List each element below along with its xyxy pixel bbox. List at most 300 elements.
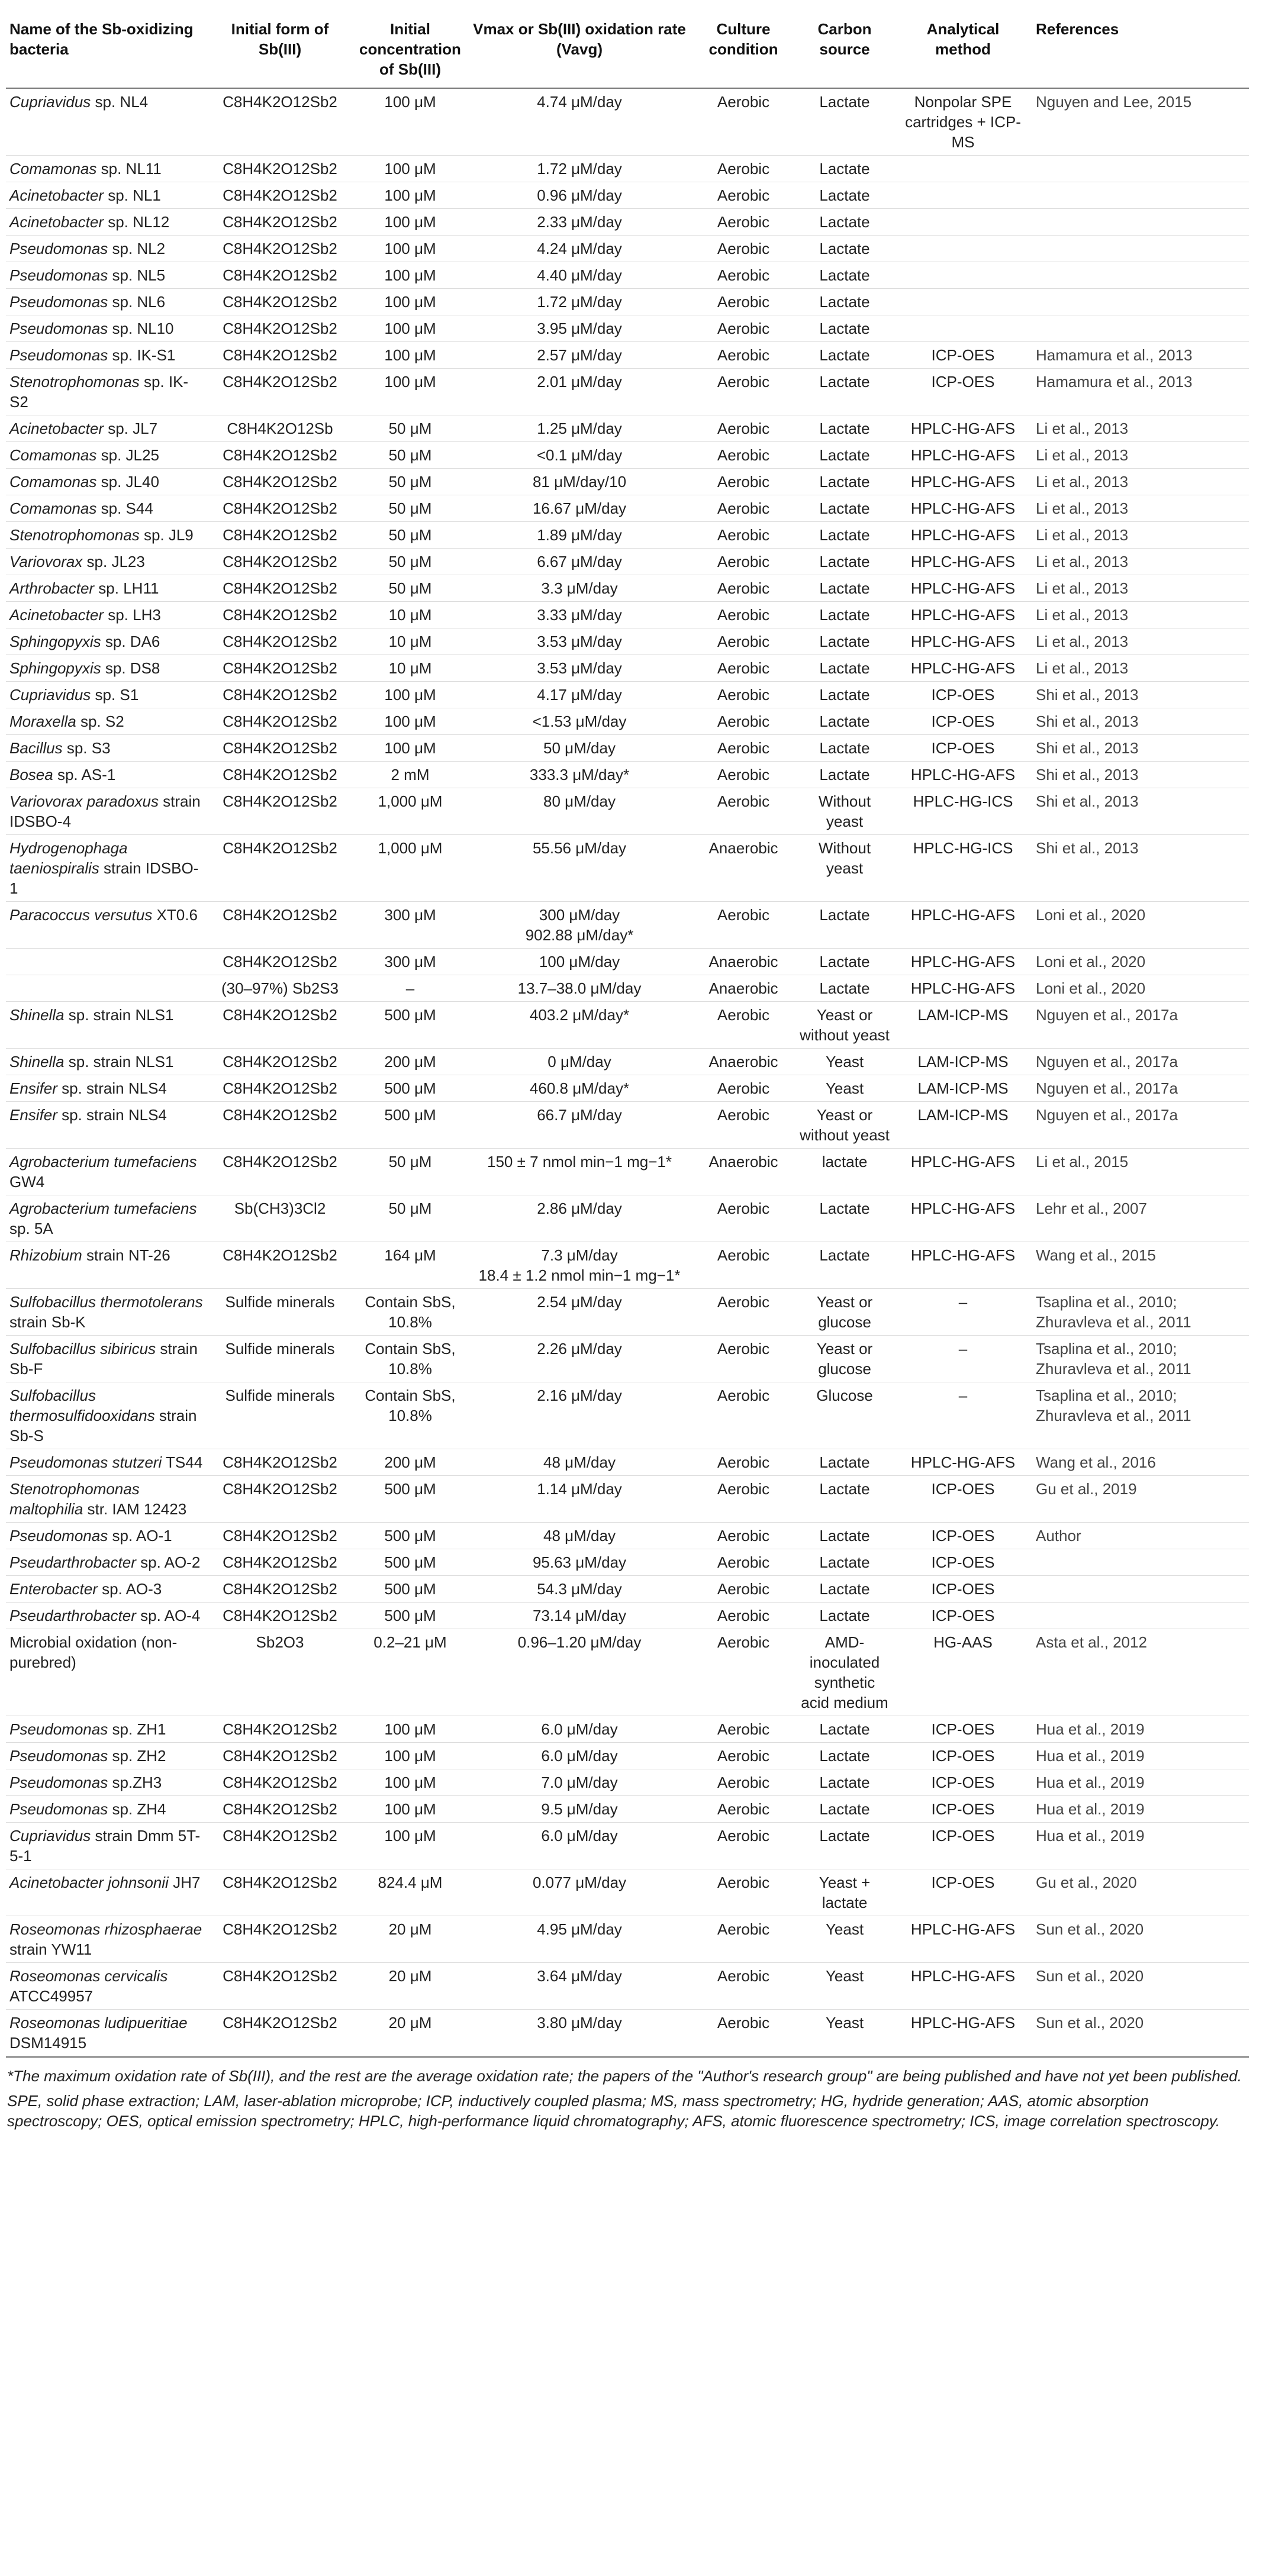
analytical-method-cell: ICP-OES bbox=[894, 1796, 1032, 1823]
bacteria-genus: Shinella bbox=[9, 1006, 65, 1024]
bacteria-name-cell bbox=[6, 1149, 207, 1195]
culture-condition-cell: Anaerobic bbox=[691, 949, 795, 975]
oxidation-rate-cell: 66.7 μM/day bbox=[468, 1102, 691, 1149]
bacteria-name-cell bbox=[6, 1823, 207, 1869]
bacteria-genus: Pseudomonas bbox=[9, 293, 108, 311]
culture-condition-cell: Aerobic bbox=[691, 708, 795, 735]
bacteria-strain: sp. S1 bbox=[91, 686, 139, 704]
carbon-source-cell: Lactate bbox=[795, 655, 894, 682]
bacteria-name-cell bbox=[6, 735, 207, 762]
oxidation-rate-cell: 95.63 μM/day bbox=[468, 1549, 691, 1576]
header-initial-form: Initial form of Sb(III) bbox=[207, 8, 353, 88]
carbon-source-cell: Lactate bbox=[795, 902, 894, 949]
bacteria-name-cell bbox=[6, 262, 207, 289]
reference-cell: Nguyen et al., 2017a bbox=[1032, 1049, 1249, 1075]
initial-form-cell: C8H4K2O12Sb2 bbox=[207, 835, 353, 902]
reference-cell: Hamamura et al., 2013 bbox=[1032, 342, 1249, 369]
analytical-method-cell: ICP-OES bbox=[894, 1716, 1032, 1743]
table-row bbox=[6, 1716, 1249, 1743]
initial-concentration-cell: 10 μM bbox=[353, 655, 468, 682]
bacteria-name-cell bbox=[6, 1869, 207, 1916]
bacteria-strain: sp. NL10 bbox=[108, 320, 174, 337]
initial-concentration-cell: 50 μM bbox=[353, 495, 468, 522]
bacteria-name-cell bbox=[6, 1382, 207, 1449]
oxidation-rate-cell: 7.0 μM/day bbox=[468, 1769, 691, 1796]
header-row bbox=[6, 8, 1249, 88]
initial-concentration-cell: 100 μM bbox=[353, 209, 468, 236]
bacteria-name-cell bbox=[6, 1195, 207, 1242]
table-row bbox=[6, 88, 1249, 156]
initial-form-cell: C8H4K2O12Sb2 bbox=[207, 1449, 353, 1476]
bacteria-name-cell bbox=[6, 1916, 207, 1963]
bacteria-strain: strain NT-26 bbox=[82, 1246, 170, 1264]
culture-condition-cell: Aerobic bbox=[691, 1716, 795, 1743]
table-row bbox=[6, 949, 1249, 975]
analytical-method-cell: ICP-OES bbox=[894, 1476, 1032, 1523]
culture-condition-cell: Aerobic bbox=[691, 88, 795, 156]
table-row bbox=[6, 236, 1249, 262]
initial-form-cell: C8H4K2O12Sb2 bbox=[207, 1523, 353, 1549]
initial-concentration-cell: 824.4 μM bbox=[353, 1869, 468, 1916]
reference-cell: Loni et al., 2020 bbox=[1032, 949, 1249, 975]
bacteria-strain: sp. strain NLS4 bbox=[57, 1079, 167, 1097]
reference-cell: Loni et al., 2020 bbox=[1032, 902, 1249, 949]
bacteria-name-cell bbox=[6, 1769, 207, 1796]
table-row bbox=[6, 1382, 1249, 1449]
initial-form-cell: C8H4K2O12Sb2 bbox=[207, 156, 353, 182]
oxidation-rate-cell: 4.24 μM/day bbox=[468, 236, 691, 262]
table-row bbox=[6, 1195, 1249, 1242]
bacteria-genus: Pseudarthrobacter bbox=[9, 1553, 136, 1571]
bacteria-strain: DSM14915 bbox=[9, 2034, 87, 2052]
carbon-source-cell: Lactate bbox=[795, 1549, 894, 1576]
reference-cell: Shi et al., 2013 bbox=[1032, 762, 1249, 788]
oxidation-rate-cell: 2.01 μM/day bbox=[468, 369, 691, 415]
bacteria-genus: Roseomonas rhizosphaerae bbox=[9, 1920, 202, 1938]
analytical-method-cell: LAM-ICP-MS bbox=[894, 1075, 1032, 1102]
bacteria-strain: sp. S44 bbox=[96, 499, 153, 517]
reference-cell bbox=[1032, 1603, 1249, 1629]
initial-concentration-cell: 50 μM bbox=[353, 549, 468, 575]
oxidation-rate-cell: 2.57 μM/day bbox=[468, 342, 691, 369]
reference-cell: Hua et al., 2019 bbox=[1032, 1716, 1249, 1743]
bacteria-name-cell bbox=[6, 1002, 207, 1049]
reference-cell: Sun et al., 2020 bbox=[1032, 1916, 1249, 1963]
bacteria-strain: sp. AO-4 bbox=[136, 1607, 201, 1624]
analytical-method-cell: ICP-OES bbox=[894, 1549, 1032, 1576]
reference-cell: Nguyen and Lee, 2015 bbox=[1032, 88, 1249, 156]
culture-condition-cell: Aerobic bbox=[691, 522, 795, 549]
culture-condition-cell: Aerobic bbox=[691, 602, 795, 628]
bacteria-name-cell bbox=[6, 1242, 207, 1289]
bacteria-name-cell bbox=[6, 469, 207, 495]
bacteria-genus: Ensifer bbox=[9, 1079, 57, 1097]
oxidation-rate-cell: 3.95 μM/day bbox=[468, 315, 691, 342]
initial-concentration-cell: 100 μM bbox=[353, 1769, 468, 1796]
bacteria-name-cell bbox=[6, 1743, 207, 1769]
bacteria-strain: sp. IK-S1 bbox=[108, 346, 176, 364]
table-row bbox=[6, 788, 1249, 835]
carbon-source-cell: Yeast + lactate bbox=[795, 1869, 894, 1916]
bacteria-genus: Shinella bbox=[9, 1053, 65, 1071]
oxidation-rate-cell: 13.7–38.0 μM/day bbox=[468, 975, 691, 1002]
oxidation-rate-cell: 0 μM/day bbox=[468, 1049, 691, 1075]
bacteria-strain: sp. JL40 bbox=[96, 473, 159, 491]
reference-cell bbox=[1032, 262, 1249, 289]
initial-concentration-cell: 50 μM bbox=[353, 1195, 468, 1242]
bacteria-genus: Pseudomonas bbox=[9, 266, 108, 284]
analytical-method-cell: ICP-OES bbox=[894, 369, 1032, 415]
bacteria-strain: strain IDSBO-4 bbox=[9, 792, 201, 830]
bacteria-name-cell bbox=[6, 315, 207, 342]
bacteria-genus: Variovorax bbox=[9, 553, 83, 570]
bacteria-strain: sp. AO-1 bbox=[108, 1527, 172, 1545]
analytical-method-cell bbox=[894, 262, 1032, 289]
bacteria-genus: Pseudomonas bbox=[9, 1747, 108, 1765]
bacteria-genus: Bacillus bbox=[9, 739, 63, 757]
bacteria-strain: sp. AO-3 bbox=[97, 1580, 162, 1598]
bacteria-strain: sp. NL2 bbox=[108, 240, 166, 257]
bacteria-genus: Moraxella bbox=[9, 712, 76, 730]
initial-form-cell: C8H4K2O12Sb2 bbox=[207, 708, 353, 735]
bacteria-genus: Acinetobacter bbox=[9, 420, 104, 437]
table-row bbox=[6, 156, 1249, 182]
carbon-source-cell: Yeast bbox=[795, 1049, 894, 1075]
initial-concentration-cell: 100 μM bbox=[353, 236, 468, 262]
bacteria-name-cell bbox=[6, 495, 207, 522]
initial-concentration-cell: 50 μM bbox=[353, 1149, 468, 1195]
bacteria-name-cell bbox=[6, 88, 207, 156]
initial-concentration-cell: 50 μM bbox=[353, 575, 468, 602]
bacteria-name-cell bbox=[6, 1476, 207, 1523]
carbon-source-cell: Lactate bbox=[795, 708, 894, 735]
bacteria-strain: sp. LH11 bbox=[94, 579, 159, 597]
culture-condition-cell: Aerobic bbox=[691, 1449, 795, 1476]
bacteria-genus: Pseudomonas bbox=[9, 320, 108, 337]
initial-concentration-cell: Contain SbS, 10.8% bbox=[353, 1382, 468, 1449]
analytical-method-cell: LAM-ICP-MS bbox=[894, 1049, 1032, 1075]
initial-concentration-cell: 100 μM bbox=[353, 342, 468, 369]
oxidation-rate-cell: 3.53 μM/day bbox=[468, 628, 691, 655]
bacteria-genus: Comamonas bbox=[9, 473, 97, 491]
table-row bbox=[6, 469, 1249, 495]
initial-form-cell: C8H4K2O12Sb2 bbox=[207, 262, 353, 289]
table-body bbox=[6, 88, 1249, 2056]
table-row bbox=[6, 315, 1249, 342]
bacteria-strain: XT0.6 bbox=[152, 906, 198, 924]
initial-concentration-cell: 300 μM bbox=[353, 949, 468, 975]
reference-cell: Li et al., 2013 bbox=[1032, 415, 1249, 442]
reference-cell: Li et al., 2013 bbox=[1032, 495, 1249, 522]
initial-form-cell: C8H4K2O12Sb2 bbox=[207, 289, 353, 315]
culture-condition-cell: Aerobic bbox=[691, 1549, 795, 1576]
bacteria-strain: sp. DS8 bbox=[101, 659, 160, 677]
bacteria-genus: Acinetobacter bbox=[9, 606, 104, 624]
bacteria-name-cell bbox=[6, 788, 207, 835]
table-row bbox=[6, 182, 1249, 209]
table-row bbox=[6, 1289, 1249, 1336]
reference-cell: Wang et al., 2015 bbox=[1032, 1242, 1249, 1289]
analytical-method-cell: HG-AAS bbox=[894, 1629, 1032, 1716]
culture-condition-cell: Aerobic bbox=[691, 549, 795, 575]
oxidation-rate-cell: 4.74 μM/day bbox=[468, 88, 691, 156]
reference-cell: Tsaplina et al., 2010; Zhuravleva et al., 2011 bbox=[1032, 1382, 1249, 1449]
carbon-source-cell: Lactate bbox=[795, 735, 894, 762]
bacteria-genus: Hydrogenophaga taeniospiralis bbox=[9, 839, 128, 877]
bacteria-name-cell bbox=[6, 442, 207, 469]
carbon-source-cell: Lactate bbox=[795, 1769, 894, 1796]
header-bacteria-name: Name of the Sb-oxidizing bacteria bbox=[6, 8, 207, 88]
analytical-method-cell: – bbox=[894, 1336, 1032, 1382]
oxidation-rate-cell: 48 μM/day bbox=[468, 1523, 691, 1549]
table-row bbox=[6, 415, 1249, 442]
oxidation-rate-cell: 6.0 μM/day bbox=[468, 1743, 691, 1769]
table-row bbox=[6, 549, 1249, 575]
analytical-method-cell: HPLC-HG-AFS bbox=[894, 1449, 1032, 1476]
initial-form-cell: C8H4K2O12Sb2 bbox=[207, 1549, 353, 1576]
carbon-source-cell: Lactate bbox=[795, 1195, 894, 1242]
bacteria-name-cell bbox=[6, 1629, 207, 1716]
bacteria-genus: Pseudomonas bbox=[9, 1720, 108, 1738]
culture-condition-cell: Aerobic bbox=[691, 1289, 795, 1336]
bacteria-genus: Cupriavidus bbox=[9, 686, 91, 704]
carbon-source-cell: Yeast bbox=[795, 2010, 894, 2056]
culture-condition-cell: Aerobic bbox=[691, 1102, 795, 1149]
oxidation-rate-cell: 300 μM/day 902.88 μM/day* bbox=[468, 902, 691, 949]
oxidation-rate-cell: 4.17 μM/day bbox=[468, 682, 691, 708]
carbon-source-cell: Lactate bbox=[795, 975, 894, 1002]
initial-form-cell: C8H4K2O12Sb2 bbox=[207, 342, 353, 369]
initial-form-cell: C8H4K2O12Sb2 bbox=[207, 949, 353, 975]
reference-cell bbox=[1032, 156, 1249, 182]
analytical-method-cell: HPLC-HG-AFS bbox=[894, 975, 1032, 1002]
sb-oxidizing-bacteria-table bbox=[6, 8, 1249, 2056]
bacteria-genus: Acinetobacter johnsonii bbox=[9, 1874, 169, 1891]
reference-cell: Hua et al., 2019 bbox=[1032, 1769, 1249, 1796]
initial-concentration-cell: 500 μM bbox=[353, 1102, 468, 1149]
bacteria-strain: strain Sb-K bbox=[9, 1313, 86, 1331]
table-row bbox=[6, 1049, 1249, 1075]
initial-form-cell: C8H4K2O12Sb2 bbox=[207, 628, 353, 655]
bacteria-name-cell bbox=[6, 289, 207, 315]
initial-form-cell: C8H4K2O12Sb2 bbox=[207, 1576, 353, 1603]
carbon-source-cell: Without yeast bbox=[795, 788, 894, 835]
reference-cell: Sun et al., 2020 bbox=[1032, 1963, 1249, 2010]
bacteria-strain: sp. ZH4 bbox=[108, 1800, 166, 1818]
oxidation-rate-cell: 0.96 μM/day bbox=[468, 182, 691, 209]
reference-cell: Hua et al., 2019 bbox=[1032, 1823, 1249, 1869]
bacteria-name-cell bbox=[6, 2010, 207, 2056]
bacteria-strain: strain Sb-F bbox=[9, 1340, 198, 1378]
culture-condition-cell: Aerobic bbox=[691, 575, 795, 602]
carbon-source-cell: Yeast or without yeast bbox=[795, 1002, 894, 1049]
analytical-method-cell bbox=[894, 156, 1032, 182]
bacteria-name-cell bbox=[6, 522, 207, 549]
bacteria-strain: Microbial oxidation (non-purebred) bbox=[9, 1633, 178, 1671]
table-row bbox=[6, 1336, 1249, 1382]
bacteria-genus: Roseomonas cervicalis bbox=[9, 1967, 168, 1985]
bacteria-strain: JH7 bbox=[168, 1874, 201, 1891]
analytical-method-cell: HPLC-HG-AFS bbox=[894, 602, 1032, 628]
initial-concentration-cell: 1,000 μM bbox=[353, 788, 468, 835]
reference-cell bbox=[1032, 1549, 1249, 1576]
analytical-method-cell: HPLC-HG-AFS bbox=[894, 442, 1032, 469]
bacteria-strain: strain IDSBO-1 bbox=[9, 859, 199, 897]
reference-cell: Shi et al., 2013 bbox=[1032, 735, 1249, 762]
analytical-method-cell: HPLC-HG-AFS bbox=[894, 575, 1032, 602]
carbon-source-cell: Lactate bbox=[795, 762, 894, 788]
carbon-source-cell: Lactate bbox=[795, 1523, 894, 1549]
bacteria-genus: Cupriavidus bbox=[9, 1827, 91, 1845]
analytical-method-cell bbox=[894, 209, 1032, 236]
carbon-source-cell: Yeast bbox=[795, 1916, 894, 1963]
table-row bbox=[6, 902, 1249, 949]
initial-form-cell: C8H4K2O12Sb2 bbox=[207, 1049, 353, 1075]
bacteria-genus: Acinetobacter bbox=[9, 213, 104, 231]
reference-cell: Hua et al., 2019 bbox=[1032, 1796, 1249, 1823]
table-row bbox=[6, 835, 1249, 902]
carbon-source-cell: Lactate bbox=[795, 88, 894, 156]
culture-condition-cell: Aerobic bbox=[691, 209, 795, 236]
bacteria-name-cell bbox=[6, 1576, 207, 1603]
initial-form-cell: C8H4K2O12Sb2 bbox=[207, 1869, 353, 1916]
analytical-method-cell bbox=[894, 315, 1032, 342]
bacteria-genus: Pseudomonas stutzeri bbox=[9, 1453, 162, 1471]
culture-condition-cell: Aerobic bbox=[691, 495, 795, 522]
bacteria-name-cell bbox=[6, 628, 207, 655]
bacteria-strain: sp. AS-1 bbox=[53, 766, 116, 784]
bacteria-name-cell bbox=[6, 575, 207, 602]
bacteria-genus: Stenotrophomonas maltophilia bbox=[9, 1480, 140, 1518]
culture-condition-cell: Aerobic bbox=[691, 315, 795, 342]
carbon-source-cell: Lactate bbox=[795, 262, 894, 289]
bacteria-strain: str. IAM 12423 bbox=[83, 1500, 187, 1518]
table-row bbox=[6, 1603, 1249, 1629]
culture-condition-cell: Aerobic bbox=[691, 156, 795, 182]
reference-cell: Li et al., 2013 bbox=[1032, 602, 1249, 628]
table-row bbox=[6, 1102, 1249, 1149]
initial-concentration-cell: 500 μM bbox=[353, 1002, 468, 1049]
bacteria-genus: Cupriavidus bbox=[9, 93, 91, 111]
bacteria-name-cell bbox=[6, 682, 207, 708]
initial-form-cell: C8H4K2O12Sb2 bbox=[207, 735, 353, 762]
reference-cell: Shi et al., 2013 bbox=[1032, 682, 1249, 708]
initial-concentration-cell: 50 μM bbox=[353, 522, 468, 549]
culture-condition-cell: Aerobic bbox=[691, 236, 795, 262]
bacteria-name-cell bbox=[6, 835, 207, 902]
table-row bbox=[6, 628, 1249, 655]
oxidation-rate-cell: 2.54 μM/day bbox=[468, 1289, 691, 1336]
bacteria-strain: sp. ZH1 bbox=[108, 1720, 166, 1738]
initial-form-cell: C8H4K2O12Sb2 bbox=[207, 88, 353, 156]
oxidation-rate-cell: 100 μM/day bbox=[468, 949, 691, 975]
initial-concentration-cell: 100 μM bbox=[353, 88, 468, 156]
analytical-method-cell: ICP-OES bbox=[894, 1823, 1032, 1869]
bacteria-strain: sp. JL7 bbox=[103, 420, 158, 437]
bacteria-genus: Variovorax paradoxus bbox=[9, 792, 159, 810]
carbon-source-cell: Lactate bbox=[795, 1242, 894, 1289]
initial-form-cell: C8H4K2O12Sb2 bbox=[207, 1603, 353, 1629]
carbon-source-cell: Lactate bbox=[795, 575, 894, 602]
header-analytical-method: Analytical method bbox=[894, 8, 1032, 88]
oxidation-rate-cell: 6.0 μM/day bbox=[468, 1716, 691, 1743]
initial-concentration-cell: Contain SbS, 10.8% bbox=[353, 1336, 468, 1382]
table-row bbox=[6, 495, 1249, 522]
analytical-method-cell: HPLC-HG-AFS bbox=[894, 902, 1032, 949]
initial-concentration-cell: 20 μM bbox=[353, 2010, 468, 2056]
oxidation-rate-cell: 0.96–1.20 μM/day bbox=[468, 1629, 691, 1716]
initial-concentration-cell: 100 μM bbox=[353, 1796, 468, 1823]
culture-condition-cell: Anaerobic bbox=[691, 975, 795, 1002]
bacteria-name-cell bbox=[6, 949, 207, 975]
initial-form-cell: C8H4K2O12Sb2 bbox=[207, 442, 353, 469]
initial-concentration-cell: 1,000 μM bbox=[353, 835, 468, 902]
bacteria-genus: Pseudomonas bbox=[9, 346, 108, 364]
reference-cell: Shi et al., 2013 bbox=[1032, 788, 1249, 835]
bacteria-strain: sp. IK-S2 bbox=[9, 373, 189, 411]
bacteria-genus: Agrobacterium tumefaciens bbox=[9, 1200, 197, 1217]
initial-concentration-cell: 50 μM bbox=[353, 469, 468, 495]
reference-cell: Nguyen et al., 2017a bbox=[1032, 1102, 1249, 1149]
carbon-source-cell: Lactate bbox=[795, 602, 894, 628]
initial-concentration-cell: 20 μM bbox=[353, 1916, 468, 1963]
reference-cell: Li et al., 2013 bbox=[1032, 549, 1249, 575]
culture-condition-cell: Aerobic bbox=[691, 442, 795, 469]
carbon-source-cell: AMD-inoculated synthetic acid medium bbox=[795, 1629, 894, 1716]
initial-form-cell: C8H4K2O12Sb2 bbox=[207, 2010, 353, 2056]
bacteria-genus: Stenotrophomonas bbox=[9, 526, 140, 544]
table-row bbox=[6, 2010, 1249, 2056]
table-row bbox=[6, 1769, 1249, 1796]
carbon-source-cell: Lactate bbox=[795, 289, 894, 315]
initial-form-cell: C8H4K2O12Sb2 bbox=[207, 495, 353, 522]
bacteria-strain: strain YW11 bbox=[9, 1940, 92, 1958]
reference-cell: Loni et al., 2020 bbox=[1032, 975, 1249, 1002]
initial-form-cell: Sb(CH3)3Cl2 bbox=[207, 1195, 353, 1242]
oxidation-rate-cell: 3.53 μM/day bbox=[468, 655, 691, 682]
bacteria-strain: sp. NL5 bbox=[108, 266, 166, 284]
initial-concentration-cell: Contain SbS, 10.8% bbox=[353, 1289, 468, 1336]
bacteria-name-cell bbox=[6, 1289, 207, 1336]
initial-form-cell: C8H4K2O12Sb2 bbox=[207, 1075, 353, 1102]
bacteria-name-cell bbox=[6, 1102, 207, 1149]
table-row bbox=[6, 1075, 1249, 1102]
culture-condition-cell: Aerobic bbox=[691, 735, 795, 762]
initial-form-cell: C8H4K2O12Sb2 bbox=[207, 549, 353, 575]
analytical-method-cell: Nonpolar SPE cartridges + ICP-MS bbox=[894, 88, 1032, 156]
carbon-source-cell: Lactate bbox=[795, 1796, 894, 1823]
initial-form-cell: C8H4K2O12Sb2 bbox=[207, 1476, 353, 1523]
carbon-source-cell: Lactate bbox=[795, 1476, 894, 1523]
carbon-source-cell: Lactate bbox=[795, 1823, 894, 1869]
reference-cell: Asta et al., 2012 bbox=[1032, 1629, 1249, 1716]
initial-form-cell: C8H4K2O12Sb2 bbox=[207, 1149, 353, 1195]
oxidation-rate-cell: 73.14 μM/day bbox=[468, 1603, 691, 1629]
bacteria-name-cell bbox=[6, 236, 207, 262]
carbon-source-cell: Yeast or glucose bbox=[795, 1289, 894, 1336]
bacteria-strain: sp. strain NLS4 bbox=[57, 1106, 167, 1124]
initial-form-cell: C8H4K2O12Sb2 bbox=[207, 1769, 353, 1796]
culture-condition-cell: Aerobic bbox=[691, 1476, 795, 1523]
analytical-method-cell: HPLC-HG-AFS bbox=[894, 415, 1032, 442]
culture-condition-cell: Aerobic bbox=[691, 1743, 795, 1769]
bacteria-strain: ATCC49957 bbox=[9, 1987, 94, 2005]
initial-form-cell: Sulfide minerals bbox=[207, 1289, 353, 1336]
culture-condition-cell: Aerobic bbox=[691, 1869, 795, 1916]
oxidation-rate-cell: 1.72 μM/day bbox=[468, 289, 691, 315]
table-row bbox=[6, 1796, 1249, 1823]
oxidation-rate-cell: 3.64 μM/day bbox=[468, 1963, 691, 2010]
